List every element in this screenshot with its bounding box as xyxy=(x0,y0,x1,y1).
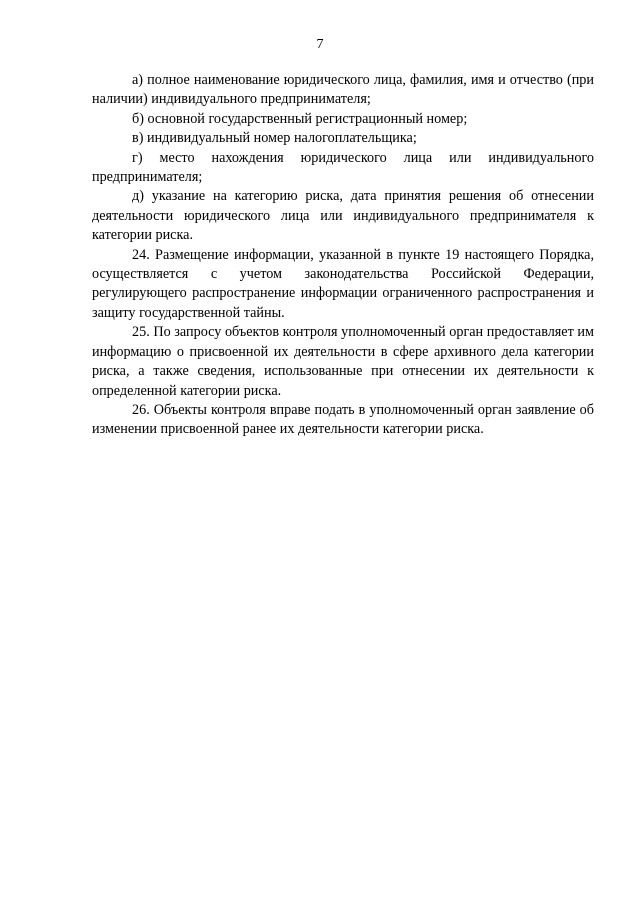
list-item-g: г) место нахождения юридического лица или индивидуального предпринимателя; xyxy=(92,149,594,186)
list-item-a: а) полное наименование юридического лица, фамилия, имя и отчество (при наличии) индивидуального предпринимателя; xyxy=(92,72,594,108)
clause-26: 26. Объекты контроля вправе подать в уполномоченный орган заявление об изменении присвоенной ранее их деятельности категории риска. xyxy=(92,401,594,438)
page-number: 7 xyxy=(316,37,324,52)
list-item-v: в) индивидуальный номер налогоплательщика; xyxy=(132,130,417,147)
list-item-b: б) основной государственный регистрационный номер; xyxy=(132,110,468,127)
document-body xyxy=(92,71,594,440)
clause-25: 25. По запросу объектов контроля уполномоченный орган предоставляет им информацию о присвоенной их деятельности в сфере архивного дела категории риска, а также сведения, использованные при отнесении их деятельности к определенной категории риска. xyxy=(92,324,594,399)
list-item-d: д) указание на категорию риска, дата принятия решения об отнесении деятельности юридического лица или индивидуального предпринимателя к категории риска. xyxy=(92,188,594,244)
clause-24: 24. Размещение информации, указанной в пункте 19 настоящего Порядка, осуществляется с учетом законодательства Российской Федерации, регулирующего распространение информации ограниченного распространения и защиту государственной тайны. xyxy=(92,246,594,321)
